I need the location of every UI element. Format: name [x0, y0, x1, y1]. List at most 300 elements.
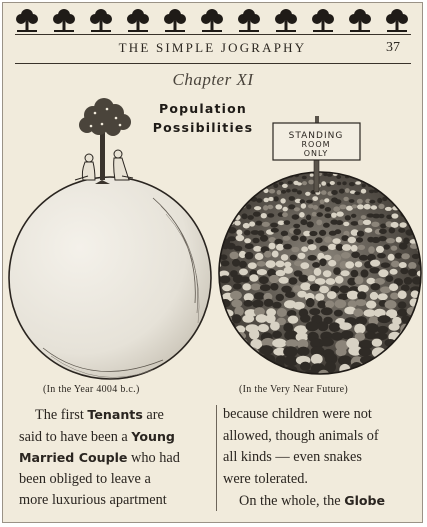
crowd-head — [266, 260, 276, 268]
crowd-head — [244, 230, 251, 236]
crowd-head — [417, 364, 423, 374]
crowd-head — [260, 345, 274, 355]
crowd-head — [358, 220, 364, 226]
text-line — [19, 426, 209, 448]
crowd-head — [235, 174, 241, 177]
crowd-head — [413, 325, 423, 333]
crowd-head — [293, 224, 300, 228]
crowd-head — [221, 348, 235, 358]
crowd-head — [257, 269, 267, 275]
crowd-head — [292, 189, 298, 193]
crowd-head — [266, 371, 278, 381]
crowd-head — [310, 284, 321, 292]
crowd-head — [415, 355, 423, 366]
crowd-head — [366, 301, 376, 309]
crowd-head — [309, 308, 320, 315]
crowd-head — [286, 189, 291, 193]
crowd-head — [249, 221, 255, 226]
tree-ornament-band — [13, 7, 413, 33]
crowd-head — [219, 230, 226, 235]
crowd-head — [397, 370, 409, 380]
crowd-head — [389, 183, 395, 187]
crowd-head — [236, 230, 242, 236]
crowd-head — [246, 204, 251, 209]
crowd-head — [236, 235, 245, 241]
crowd-head — [283, 346, 297, 357]
crowd-head — [297, 347, 310, 356]
crowd-head — [391, 213, 398, 218]
crowd-head — [358, 245, 366, 250]
crowd-head — [326, 278, 336, 285]
crowd-head — [389, 196, 396, 200]
crowd-head — [362, 184, 366, 188]
crowd-head — [256, 183, 261, 187]
crowd-head — [245, 243, 254, 249]
crowd-head — [259, 181, 265, 185]
crowd-head — [276, 294, 284, 301]
crowd-head — [421, 172, 423, 176]
text-span: On the whole, the — [239, 493, 341, 510]
crowd-head — [300, 199, 305, 203]
crowd-head — [389, 323, 400, 331]
crowd-head — [236, 355, 250, 366]
crowd-head — [261, 213, 267, 218]
header-rule-top — [15, 34, 411, 35]
crowd-head — [234, 220, 241, 225]
crowd-head — [321, 181, 326, 186]
crowd-head — [235, 348, 248, 356]
crowd-head — [399, 243, 408, 250]
crowd-head — [243, 223, 250, 229]
crowd-head — [260, 284, 271, 291]
crowd-head — [373, 180, 378, 184]
body-column-left — [19, 404, 209, 512]
crowd-head — [291, 247, 299, 253]
crowd-head — [226, 204, 232, 208]
crowd-head — [400, 268, 408, 274]
crowd-head — [308, 255, 317, 261]
crowd-head — [312, 212, 317, 217]
crowd-head — [404, 364, 416, 373]
text-line — [19, 447, 209, 469]
crowd-head — [232, 259, 240, 267]
crowd-head — [283, 236, 291, 241]
crowd-head — [370, 292, 378, 300]
text-span: are — [146, 407, 164, 423]
crowd-head — [345, 188, 350, 193]
text-line: been obliged to leave a — [19, 470, 151, 487]
crowd-head — [253, 246, 262, 252]
crowd-head — [323, 223, 330, 228]
emphasis-globe: Globe — [344, 493, 386, 509]
crowd-head — [339, 189, 345, 194]
text-line: allowed, though animals of — [223, 427, 379, 444]
emphasis-young: Young — [131, 428, 175, 444]
crowd-head — [325, 207, 331, 212]
crowd-head — [293, 229, 301, 236]
crowded-globe — [208, 172, 423, 383]
crowd-head — [385, 175, 390, 179]
sign-text-line-2: ROOM — [301, 140, 331, 149]
crowd-head — [335, 229, 342, 234]
crowd-head — [385, 300, 397, 309]
crowd-head — [226, 173, 231, 176]
crowd-head — [272, 251, 279, 258]
crowd-head — [235, 181, 240, 185]
crowd-head — [323, 270, 332, 277]
crowd-head — [264, 299, 274, 307]
crowd-head — [306, 321, 319, 331]
tree-ornament-icon — [53, 9, 75, 32]
crowd-head — [391, 190, 396, 195]
emphasis-married-couple: Married Couple — [19, 450, 128, 466]
crowd-head — [385, 275, 393, 282]
crowd-head — [398, 290, 407, 299]
text-line: were tolerated. — [223, 470, 308, 487]
crowd-head — [250, 189, 255, 193]
crowd-head — [356, 173, 361, 177]
crowd-head — [259, 361, 274, 371]
crowd-head — [359, 255, 368, 261]
crowd-head — [270, 223, 278, 228]
crowd-head — [284, 220, 291, 225]
crowd-head — [379, 229, 387, 234]
crowd-head — [314, 268, 322, 276]
crowd-head — [351, 214, 356, 218]
crowd-head — [418, 237, 423, 242]
crowd-head — [335, 299, 347, 308]
crowd-head — [235, 189, 241, 194]
crowd-head — [214, 175, 218, 178]
crowd-head — [373, 176, 378, 180]
crowd-head — [391, 246, 398, 251]
crowd-head — [260, 235, 268, 242]
crowd-head — [252, 300, 263, 308]
crowd-head — [251, 371, 266, 381]
crowd-head — [215, 181, 220, 185]
crowd-head — [212, 301, 222, 310]
crowd-head — [421, 230, 423, 236]
crowd-head — [281, 231, 288, 237]
text-span: The first — [35, 407, 84, 423]
crowd-head — [288, 181, 293, 185]
crowd-head — [300, 314, 311, 323]
crowd-head — [289, 196, 295, 201]
crowd-head — [361, 269, 369, 277]
crowd-head — [269, 275, 279, 283]
crowd-head — [242, 315, 254, 323]
crowd-head — [243, 173, 247, 177]
crowd-head — [352, 204, 358, 208]
crowd-head — [369, 200, 375, 204]
crowd-head — [221, 214, 227, 218]
emphasis-tenants: Tenants — [87, 407, 143, 422]
crowd-head — [404, 277, 412, 285]
crowd-head — [267, 213, 274, 217]
crowd-head — [235, 369, 250, 381]
crowd-head — [313, 205, 318, 210]
crowd-head — [274, 174, 278, 177]
crowd-head — [388, 254, 395, 261]
crowd-head — [398, 228, 405, 233]
crowd-head — [254, 292, 265, 300]
crowd-head — [420, 214, 423, 219]
crowd-head — [396, 237, 402, 243]
crowd-head — [271, 228, 279, 233]
crowd-head — [270, 321, 280, 330]
crowd-head — [319, 286, 329, 293]
crowd-head — [320, 199, 325, 204]
crowd-head — [364, 204, 371, 210]
crowd-head — [399, 183, 404, 187]
crowd-head — [251, 176, 255, 180]
crowd-head — [211, 324, 223, 334]
crowd-head — [408, 262, 416, 269]
crowd-head — [411, 191, 416, 196]
crowd-head — [354, 324, 365, 334]
tree-with-couple — [75, 98, 133, 184]
crowd-head — [301, 203, 306, 208]
crowd-head — [385, 207, 392, 211]
crowd-head — [344, 370, 359, 379]
crowd-head — [372, 347, 386, 358]
crowd-head — [254, 206, 261, 210]
crowd-head — [262, 173, 266, 177]
crowd-head — [391, 222, 399, 228]
crowd-head — [210, 362, 223, 371]
body-column-right — [223, 404, 413, 512]
crowd-head — [280, 198, 285, 203]
tree-ornament-icon — [349, 9, 371, 32]
crowd-head — [270, 283, 278, 291]
crowd-head — [335, 199, 342, 204]
crowd-head — [312, 262, 320, 268]
crowd-head — [395, 253, 403, 259]
crowd-head — [401, 198, 408, 202]
crowd-head — [212, 239, 221, 245]
crowd-head — [276, 270, 286, 276]
text-line: because children were not — [223, 406, 372, 422]
crowd-head — [390, 293, 399, 300]
crowd-head — [420, 189, 423, 194]
crowd-head — [300, 362, 311, 371]
crowd-head — [284, 330, 298, 340]
crowd-head — [300, 219, 307, 225]
crowd-head — [368, 246, 375, 253]
crowd-head — [389, 227, 396, 233]
crowd-head — [255, 221, 262, 226]
crowd-head — [273, 196, 278, 201]
crowd-head — [417, 183, 422, 187]
crowd-head — [223, 181, 229, 185]
crowd-head — [361, 189, 366, 194]
crowd-head — [380, 364, 391, 375]
crowd-head — [208, 369, 222, 381]
crowd-head — [351, 270, 359, 278]
crowd-head — [324, 236, 332, 242]
crowd-head — [409, 339, 421, 347]
crowd-head — [249, 329, 259, 340]
crowd-head — [386, 350, 400, 359]
crowd-head — [242, 182, 247, 186]
crowd-head — [311, 354, 323, 364]
crowd-head — [387, 189, 393, 193]
crowd-head — [252, 238, 259, 244]
crowd-head — [336, 220, 343, 225]
crowd-head — [377, 198, 382, 203]
crowd-head — [398, 301, 407, 308]
crowd-head — [406, 205, 413, 209]
crowd-head — [415, 189, 421, 193]
crowd-head — [303, 370, 317, 382]
crowd-head — [397, 309, 408, 317]
crowd-head — [410, 184, 415, 188]
crowd-head — [357, 291, 366, 300]
crowd-head — [276, 244, 284, 251]
crowd-head — [309, 231, 317, 236]
crowd-head — [420, 206, 423, 211]
crowd-head — [401, 174, 405, 178]
crowd-head — [422, 180, 424, 185]
chapter-title-line-2: Possibilities — [152, 120, 254, 135]
sign-text-line-3: ONLY — [303, 149, 329, 158]
crowd-head — [288, 316, 299, 324]
crowd-head — [378, 315, 391, 323]
crowd-head — [410, 348, 421, 357]
crowd-head — [357, 231, 364, 237]
crowd-head — [371, 205, 377, 209]
crowd-head — [245, 192, 250, 196]
crowd-head — [285, 291, 295, 298]
crowd-head — [316, 220, 322, 226]
crowd-head — [395, 173, 399, 177]
crowd-head — [218, 176, 223, 180]
crowd-head — [300, 236, 307, 242]
crowd-head — [253, 212, 261, 217]
crowd-head — [378, 204, 384, 209]
crowd-head — [377, 253, 386, 258]
crowd-head — [408, 269, 417, 277]
crowd-head — [294, 207, 300, 211]
crowd-head — [407, 216, 414, 221]
crowd-head — [378, 236, 386, 241]
crowd-head — [415, 196, 420, 201]
crowd-head — [291, 235, 299, 241]
crowd-head — [419, 306, 423, 315]
crowd-head — [349, 173, 353, 176]
crowd-head — [223, 365, 237, 375]
crowd-head — [297, 182, 302, 185]
crowd-head — [351, 252, 360, 259]
crowd-head — [249, 364, 262, 373]
crowd-head — [224, 354, 239, 364]
crowd-head — [222, 285, 232, 291]
crowd-head — [369, 267, 380, 273]
crowd-head — [234, 246, 242, 252]
crowd-head — [421, 221, 424, 227]
sign-text-line-1: STANDING — [288, 131, 344, 141]
crowd-head — [276, 261, 285, 268]
crowd-head — [355, 261, 363, 267]
crowd-head — [389, 283, 398, 291]
crowd-head — [284, 262, 291, 268]
crowd-head — [341, 270, 350, 276]
crowd-head — [370, 283, 380, 290]
crowd-head — [354, 276, 363, 284]
crowd-head — [399, 222, 406, 227]
crowd-head — [228, 236, 237, 241]
crowd-head — [410, 196, 415, 201]
crowd-head — [290, 255, 297, 261]
crowd-head — [412, 333, 423, 343]
crowd-head — [370, 260, 380, 267]
crowd-head — [390, 269, 398, 275]
crowd-head — [357, 204, 364, 209]
crowd-head — [395, 183, 401, 187]
column-divider — [216, 405, 217, 511]
crowd-head — [300, 262, 309, 269]
crowd-head — [379, 214, 385, 219]
crowd-head — [257, 261, 266, 267]
crowd-head — [282, 212, 288, 217]
crowd-head — [301, 246, 308, 252]
crowd-head — [329, 322, 340, 332]
text-line — [223, 490, 413, 512]
crowd-head — [321, 307, 333, 315]
crowd-head — [210, 309, 221, 318]
crowd-head — [308, 275, 316, 281]
crowd-head — [339, 322, 351, 330]
crowd-head — [238, 199, 244, 204]
crowd-head — [308, 180, 314, 185]
crowd-head — [306, 298, 315, 307]
crowd-head — [360, 176, 365, 180]
crowd-head — [310, 174, 314, 177]
crowd-head — [345, 215, 351, 220]
header-rule-bottom — [15, 63, 411, 64]
right-caption: (In the Very Near Future) — [239, 384, 348, 395]
crowd-head — [259, 276, 269, 284]
crowd-head — [319, 246, 328, 252]
crowd-head — [215, 207, 220, 212]
crowd-head — [339, 285, 349, 293]
crowd-head — [396, 338, 410, 348]
crowd-head — [219, 275, 230, 283]
crowd-head — [347, 291, 359, 300]
crowd-head — [258, 324, 269, 332]
crowd-head — [269, 243, 276, 250]
crowd-head — [277, 308, 287, 317]
crowd-head — [282, 184, 288, 188]
crowd-head — [382, 183, 387, 187]
crowd-head — [248, 215, 254, 220]
crowd-head — [231, 300, 242, 308]
crowd-head — [357, 199, 363, 204]
crowd-head — [363, 220, 371, 225]
crowd-head — [361, 215, 367, 219]
crowd-head — [401, 253, 410, 259]
crowd-head — [328, 244, 336, 250]
crowd-head — [308, 244, 317, 250]
crowd-head — [319, 258, 326, 266]
crowd-head — [336, 175, 341, 179]
crowd-head — [228, 213, 234, 218]
crowd-head — [247, 173, 251, 177]
crowd-head — [277, 175, 282, 179]
crowd-head — [409, 372, 422, 383]
crowd-head — [396, 348, 410, 359]
crowd-head — [317, 300, 326, 308]
